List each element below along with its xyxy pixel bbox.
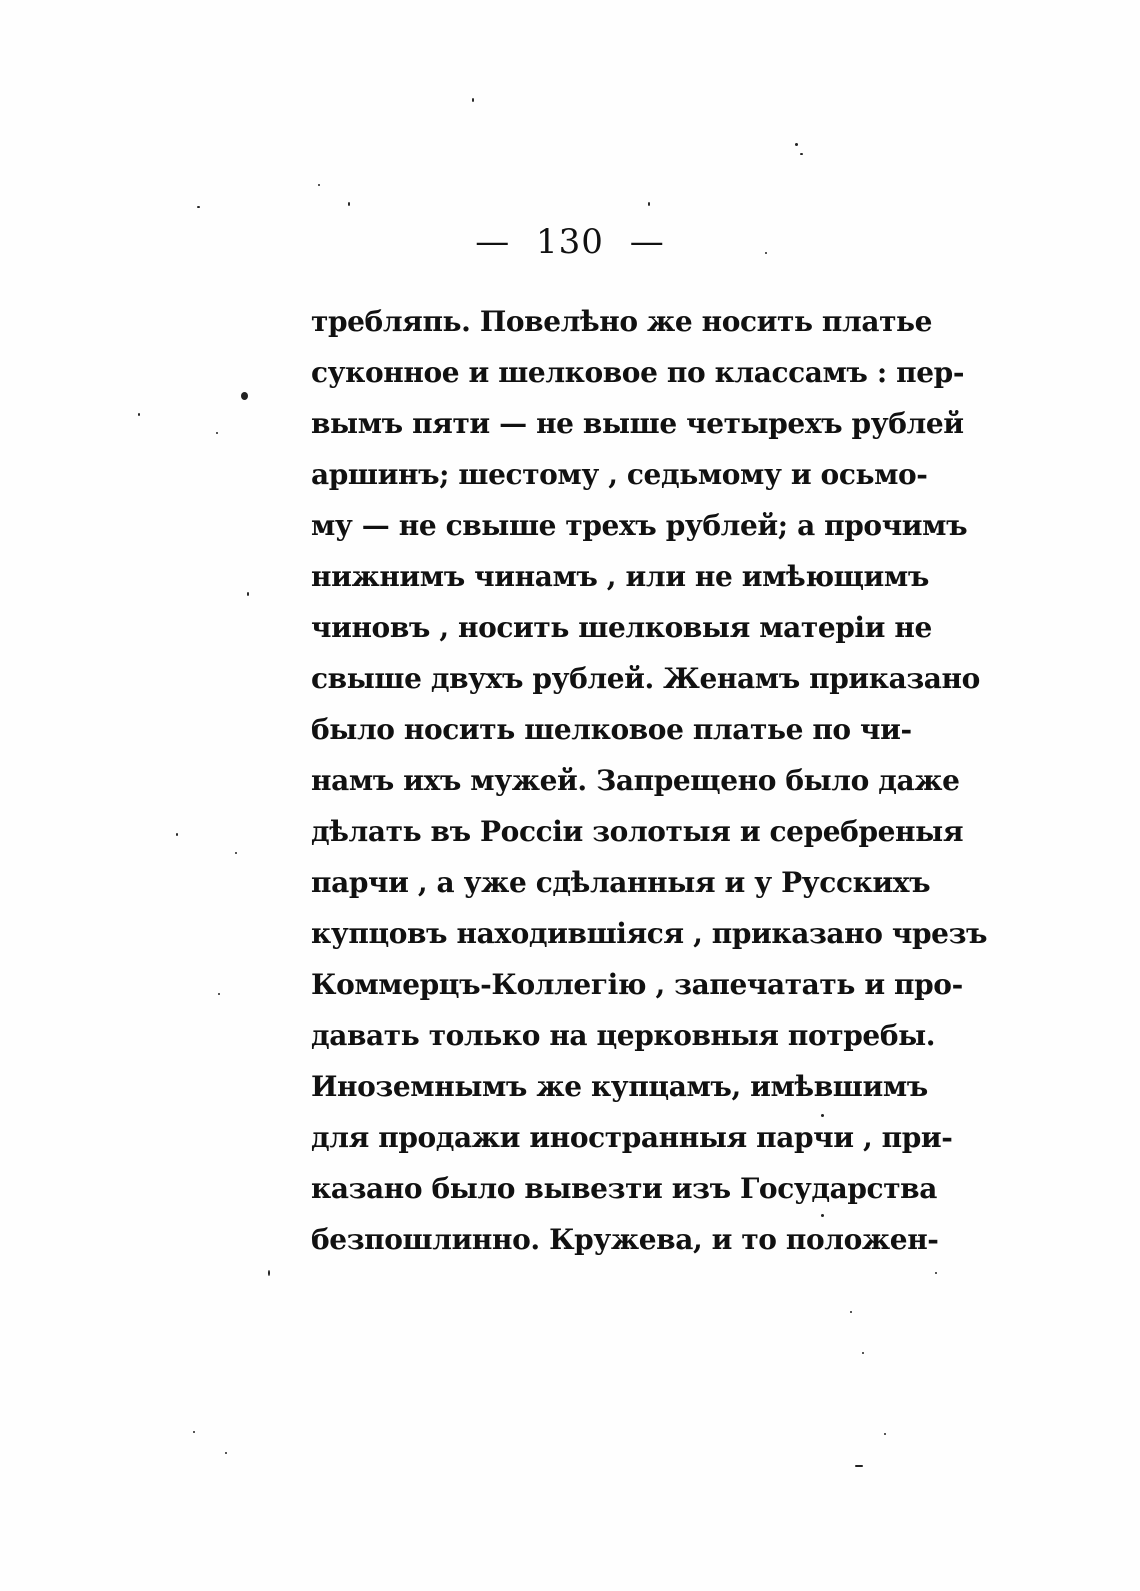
scan-speck bbox=[821, 1114, 824, 1117]
scan-speck bbox=[862, 1352, 864, 1354]
text-line: парчи , а уже сдѣланныя и у Русскихъ bbox=[311, 866, 931, 899]
scan-speck bbox=[935, 1272, 937, 1274]
scan-speck bbox=[225, 1452, 227, 1454]
scan-speck bbox=[216, 432, 218, 434]
text-line: чиновъ , носить шелковыя матеріи не bbox=[311, 611, 932, 644]
scan-speck bbox=[138, 413, 140, 416]
scan-speck bbox=[348, 202, 350, 206]
scan-speck bbox=[472, 98, 474, 102]
right-dash: — bbox=[629, 222, 665, 262]
scan-speck bbox=[235, 852, 237, 854]
text-line: безпошлинно. Кружева, и то положен- bbox=[311, 1223, 939, 1256]
text-line: суконное и шелковое по классамъ : пер- bbox=[311, 356, 965, 389]
scan-speck bbox=[176, 833, 178, 836]
text-line: для продажи иностранныя парчи , при- bbox=[311, 1121, 953, 1154]
text-line: Коммерцъ-Коллегію , запечатать и про- bbox=[311, 968, 963, 1001]
scan-speck bbox=[884, 1433, 886, 1435]
scan-speck bbox=[193, 1431, 195, 1433]
scan-speck bbox=[241, 392, 248, 400]
body-text bbox=[311, 296, 988, 1265]
text-line: было носить шелковое платье по чи- bbox=[311, 713, 912, 746]
scan-speck bbox=[800, 153, 803, 155]
text-line: вымъ пяти — не выше четырехъ рублей bbox=[311, 407, 964, 440]
scan-speck bbox=[765, 252, 767, 254]
left-dash: — bbox=[475, 222, 511, 262]
text-line: свыше двухъ рублей. Женамъ приказано bbox=[311, 662, 980, 695]
scan-speck bbox=[268, 1270, 270, 1276]
text-line: Иноземнымъ же купцамъ, имѣвшимъ bbox=[311, 1070, 928, 1103]
text-line: нижнимъ чинамъ , или не имѣющимъ bbox=[311, 560, 929, 593]
page-number-header bbox=[0, 222, 1140, 262]
text-line: давать только на церковныя потребы. bbox=[311, 1019, 936, 1052]
scan-speck bbox=[821, 1214, 824, 1217]
scan-speck bbox=[218, 993, 220, 995]
scan-speck bbox=[247, 592, 249, 596]
text-line: дѣлать въ Россіи золотыя и серебреныя bbox=[311, 815, 964, 848]
text-line: му — не свыше трехъ рублей; а прочимъ bbox=[311, 509, 968, 542]
scan-speck bbox=[795, 143, 798, 146]
text-line: купцовъ находившіяся , приказано чрезъ bbox=[311, 917, 988, 950]
scan-speck bbox=[648, 202, 650, 206]
page-number: 130 bbox=[536, 222, 604, 262]
text-line: аршинъ; шестому , седьмому и осьмо- bbox=[311, 458, 928, 491]
text-line: намъ ихъ мужей. Запрещено было даже bbox=[311, 764, 960, 797]
scan-speck bbox=[197, 206, 200, 208]
scan-speck bbox=[850, 1311, 852, 1313]
scan-speck bbox=[855, 1465, 863, 1467]
text-line: требляпь. Повелѣно же носить платье bbox=[311, 305, 933, 338]
text-line: казано было вывезти изъ Государства bbox=[311, 1172, 937, 1205]
scan-speck bbox=[318, 184, 320, 186]
